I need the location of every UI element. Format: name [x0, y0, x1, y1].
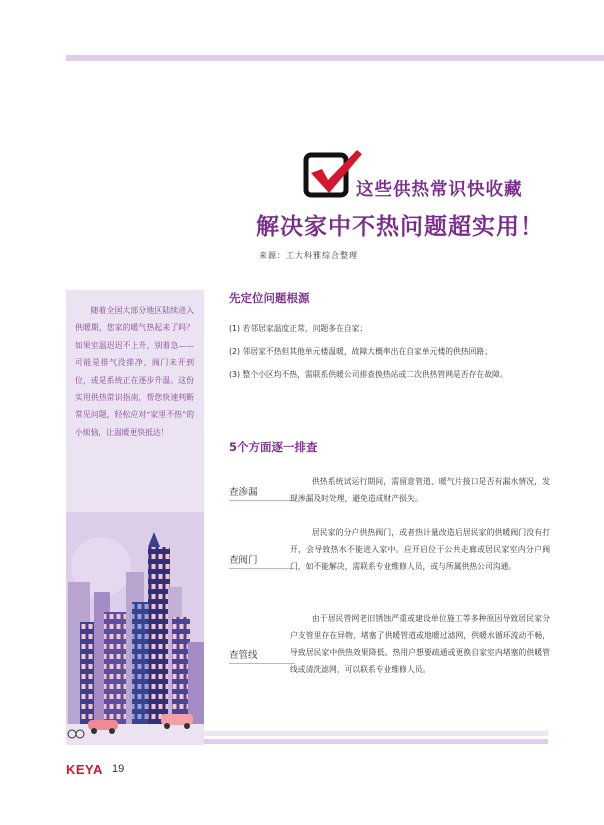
bottom-decorative-band	[204, 731, 548, 744]
check-text-pipeline: 由于居民管网老旧锈蚀严重或建设单位施工等多种原因导致居民家分户支管里存在异物，堵塞了供暖管道或地暖过滤网，供暖水循环流动不畅，导致居民家中供热效果降低。热用户想要疏通或更换自家室内堵塞的供暖管线或清洗滤网，可以联系专业维修人员。	[290, 614, 550, 674]
check-text-valve: 居民家的分户供热阀门，或者热计量改造后居民家的供暖阀门没有打开，会导致热水不能进入家中。应开启位于公共走廊或居民家室内分户阀门，如不能解决，需联系专业维修人员，或与所属供热公司沟通。	[290, 528, 550, 571]
label-underline	[229, 663, 295, 664]
list-item: (1) 若邻居家温度正常，问题多在自家；	[229, 324, 368, 333]
check-label-valve: 查阀门	[229, 555, 258, 566]
section-heading-root-cause: 先定位问题根源	[229, 291, 310, 305]
intro-sidebar	[66, 290, 204, 745]
label-underline	[229, 568, 295, 569]
title-line-2: 解决家中不热问题超实用！	[256, 214, 544, 240]
checkmark-box-icon	[302, 147, 364, 201]
intro-paragraph: 随着全国大部分地区陆续进入供暖期，您家的暖气热起来了吗？如果室温迟迟不上升，别着急——可能是排气没排净、阀门未开到位，或是系统正在逐步升温。这份实用供热常识指南，帮您快速判断常见问题，轻松应对“家里不热”的小烦恼，让温暖更快抵达！	[75, 306, 194, 437]
page-number: 19	[112, 763, 125, 775]
title-line-1: 这些供热常识快收藏	[356, 180, 523, 200]
list-item: (2) 邻居家不热但其他单元楼温暖，故障大概率出在自家单元楼的供热回路；	[229, 347, 493, 356]
check-label-leak: 查渗漏	[229, 487, 258, 498]
brand-logo-text: KEYA	[66, 762, 103, 777]
list-item: (3) 整个小区均不热，需联系供暖公司排查换热站或二次供热管网是否存在故障。	[229, 370, 508, 379]
top-decorative-bar	[66, 55, 604, 61]
label-underline	[229, 500, 295, 501]
section-heading-checks: 5个方面逐一排查	[229, 440, 318, 454]
source-credit: 来源：工大科雅综合整理	[259, 251, 358, 260]
check-label-pipeline: 查管线	[229, 650, 258, 661]
city-skyline-illustration	[66, 512, 204, 745]
check-text-leak: 供热系统试运行期间，需留意管道、暖气片接口是否有漏水情况，发现渗漏及时处理，避免造成财产损失。	[290, 477, 550, 503]
